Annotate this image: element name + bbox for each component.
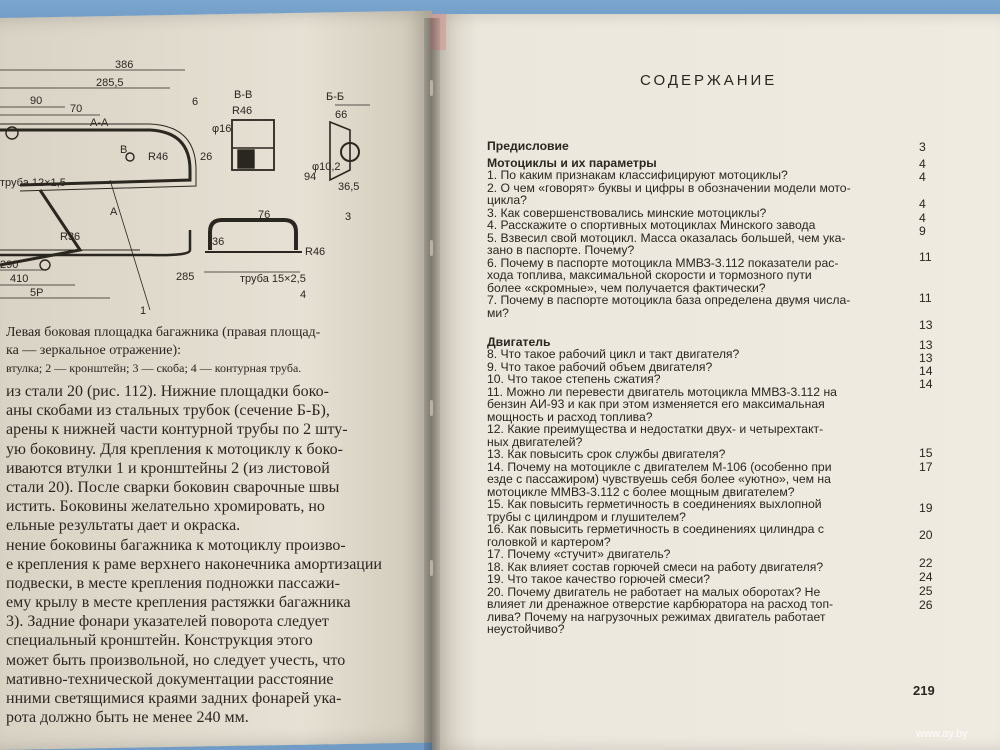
drawing-svg <box>0 60 380 322</box>
dim-label: 36 <box>212 236 225 248</box>
dim-label: труба 15×2,5 <box>240 273 306 285</box>
toc-entry: 10. Что такое степень сжатия? <box>487 372 661 386</box>
dim-label: R36 <box>60 231 81 243</box>
toc-page-ref: 13 <box>919 351 933 365</box>
text-line: аны скобами из стальных трубок (сечение Б-Б), <box>6 402 330 420</box>
text-line: ему крылу в месте крепления растяжки багажника <box>6 594 351 612</box>
toc-page-ref: 4 <box>919 211 926 225</box>
toc-entry: 2. О чем «говорят» буквы и цифры в обозначении модели мото- <box>487 180 851 195</box>
dim-label: В-В <box>234 89 253 101</box>
text-line: 3). Задние фонари указателей поворота следует <box>6 613 329 631</box>
toc-section-heading: Мотоциклы и их параметры <box>487 155 657 170</box>
toc-entry: влияет ли дренажное отверстие карбюратора на расход топ- <box>487 597 834 611</box>
toc-page-ref: 11 <box>919 291 932 305</box>
toc-page-ref: 24 <box>919 570 933 584</box>
left-body-text <box>6 382 426 727</box>
toc-entry: цикла? <box>487 193 527 207</box>
toc-page-ref: 14 <box>919 364 933 378</box>
dim-label: φ10,2 <box>312 161 341 173</box>
dim-label: 1 <box>140 305 147 317</box>
text-line: мативно-технической документации расстояние <box>6 670 334 688</box>
toc-page-ref: 11 <box>919 250 932 264</box>
dim-label: Б-Б <box>326 91 345 103</box>
dim-label: 36,5 <box>338 181 360 193</box>
toc-entry: ных двигателей? <box>487 434 583 449</box>
text-line: арены к нижней части контурной трубы по 2 шту- <box>6 421 348 439</box>
toc-entry: 15. Как повысить герметичность в соединениях выхлопной <box>487 497 822 511</box>
dim-label: R46 <box>148 151 169 163</box>
toc-entry: 19. Что такое качество горючей смеси? <box>487 572 710 586</box>
text-line: специальный кронштейн. Конструкция этого <box>6 632 313 650</box>
dim-label: 410 <box>10 273 29 285</box>
dim-label: φ16 <box>212 123 232 135</box>
toc-page-ref: 15 <box>919 446 933 460</box>
toc-entry: головкой и картером? <box>487 534 611 549</box>
toc-entry: 12. Какие преимущества и недостатки двух- и четырехтакт- <box>487 422 824 436</box>
toc-section-heading: Двигатель <box>487 334 551 349</box>
text-line: иваются втулки 1 и кронштейны 2 (из листовой <box>6 459 330 477</box>
dim-label: 290 <box>0 259 19 271</box>
dim-label: 285,5 <box>96 77 124 89</box>
toc-page-ref: 4 <box>919 197 926 211</box>
toc-entry: более «скромные», чем получается фактически? <box>487 280 766 295</box>
toc-page-ref: 13 <box>919 318 933 332</box>
text-line: нение боковины багажника к мотоциклу произво- <box>6 536 346 554</box>
toc-page-ref: 19 <box>919 501 933 515</box>
binding-stitch <box>430 80 433 96</box>
figure-caption: Левая боковая площадка багажника (правая площад- <box>6 325 321 340</box>
toc-list <box>487 136 932 636</box>
dim-label: 70 <box>70 103 83 115</box>
dim-label: R46 <box>232 105 253 117</box>
toc-entry: мощность и расход топлива? <box>487 409 653 424</box>
toc-entry: 14. Почему на мотоцикле с двигателем М-106 (особенно при <box>487 459 832 474</box>
figure-caption: ка — зеркальное отражение): <box>6 343 181 358</box>
toc-page-ref: 25 <box>919 584 933 598</box>
toc-page-ref: 14 <box>919 377 933 391</box>
page-number: 219 <box>913 683 935 698</box>
text-line: подвески, в месте крепления подножки пассажи- <box>6 574 340 592</box>
dim-label: 4 <box>300 289 307 301</box>
dim-label: 285 <box>176 271 195 283</box>
text-line: ую боковину. Для крепления к мотоциклу к боко- <box>6 440 343 458</box>
toc-entry: 5. Взвесил свой мотоцикл. Масса оказалась большей, чем ука- <box>487 230 846 245</box>
binding-stitch <box>430 400 433 416</box>
toc-entry: бензин АИ-93 и как при этом изменяется его максимальная <box>487 397 825 411</box>
toc-entry: 11. Можно ли перевести двигатель мотоцикла ММВЗ-3.112 на <box>487 384 837 399</box>
binding-stitch <box>430 240 433 256</box>
text-line: рота должно быть не менее 240 мм. <box>6 709 249 727</box>
book-gutter <box>424 18 440 750</box>
toc-entry: неустойчиво? <box>487 622 565 636</box>
dim-label: 26 <box>200 151 213 163</box>
toc-entry: 6. Почему в паспорте мотоцикла ММВЗ-3.112 показатели рас- <box>487 255 839 270</box>
watermark: www.ay.by <box>916 728 968 740</box>
toc-page-ref: 9 <box>919 224 926 238</box>
toc-title: СОДЕРЖАНИЕ <box>640 72 778 89</box>
dim-label: 5Р <box>30 287 44 299</box>
binding-stitch <box>430 560 433 576</box>
toc-entry: 1. По каким признакам классифицируют мотоциклы? <box>487 168 788 182</box>
toc-section-heading: Предисловие <box>487 139 569 153</box>
dim-label: R46 <box>305 246 326 258</box>
figure-legend: втулка; 2 — кронштейн; 3 — скоба; 4 — контурная труба. <box>6 361 302 375</box>
toc-page-ref: 17 <box>919 460 933 474</box>
toc-entry <box>487 319 932 332</box>
text-line: из стали 20 (рис. 112). Нижние площадки боко- <box>6 383 329 400</box>
text-line: стали 20). После сварки боковин сварочные швы <box>6 478 340 496</box>
toc-page-ref: 13 <box>919 338 933 352</box>
toc-entry: 16. Как повысить герметичность в соединениях цилиндра с <box>487 522 824 536</box>
toc-entry: ми? <box>487 305 509 320</box>
toc-page-ref: 20 <box>919 528 933 542</box>
toc-entry: лива? Почему на нагрузочных режимах двигатель работает <box>487 609 826 624</box>
toc-entry: 8. Что такое рабочий цикл и такт двигателя? <box>487 347 740 361</box>
text-line: ельные результаты дает и окраска. <box>6 517 241 535</box>
text-line: может быть произвольной, но следует учесть, что <box>6 651 346 669</box>
toc-entry: зано в паспорте. Почему? <box>487 243 635 257</box>
dim-label: 66 <box>335 109 348 121</box>
toc-page-ref: 3 <box>919 140 926 154</box>
toc-entry: мотоцикле ММВЗ-3.112 с более мощным двигателем? <box>487 484 795 499</box>
toc-entry: 18. Как влияет состав горючей смеси на работу двигателя? <box>487 559 824 574</box>
toc-entry: трубы с цилиндром и глушителем? <box>487 509 686 524</box>
text-line: нними светящимися краями задних фонарей ука- <box>6 690 342 707</box>
toc-entry: 9. Что такое рабочий объем двигателя? <box>487 359 713 374</box>
toc-entry: 13. Как повысить срок службы двигателя? <box>487 447 726 461</box>
dim-label: 3 <box>345 211 352 223</box>
dim-label: 90 <box>30 95 43 107</box>
toc-entry: езде с пассажиром) чувствуешь себя более «уютно», чем на <box>487 472 831 486</box>
dim-label: 6 <box>192 96 199 108</box>
toc-entry: 20. Почему двигатель не работает на малых оборотах? Не <box>487 584 821 599</box>
toc-entry: 17. Почему «стучит» двигатель? <box>487 547 671 561</box>
toc-entry: 3. Как совершенствовались минские мотоциклы? <box>487 205 767 220</box>
toc-page-ref: 4 <box>919 157 926 171</box>
technical-drawing <box>0 60 380 322</box>
toc-page-ref: 22 <box>919 556 933 570</box>
dim-label: труба 12×1,5 <box>0 177 66 189</box>
text-line: истить. Боковины желательно хромировать, но <box>6 498 325 516</box>
toc-page-ref: 26 <box>919 598 933 612</box>
dim-label: В <box>120 144 128 156</box>
toc-entry: 4. Расскажите о спортивных мотоциклах Минского завода <box>487 218 816 232</box>
toc-page-ref: 4 <box>919 170 926 184</box>
dim-label: 76 <box>258 209 271 221</box>
dim-label: А-А <box>90 117 109 129</box>
toc-entry: хода топлива, максимальной скорости и тормозного пути <box>487 268 812 282</box>
dim-label: 94 <box>304 171 317 183</box>
dim-label: 386 <box>115 60 134 71</box>
dim-label: А <box>110 206 118 218</box>
text-line: е крепления к раме верхнего наконечника амортизации <box>6 555 382 573</box>
toc-entry: 7. Почему в паспорте мотоцикла база определена двумя числа- <box>487 293 851 307</box>
